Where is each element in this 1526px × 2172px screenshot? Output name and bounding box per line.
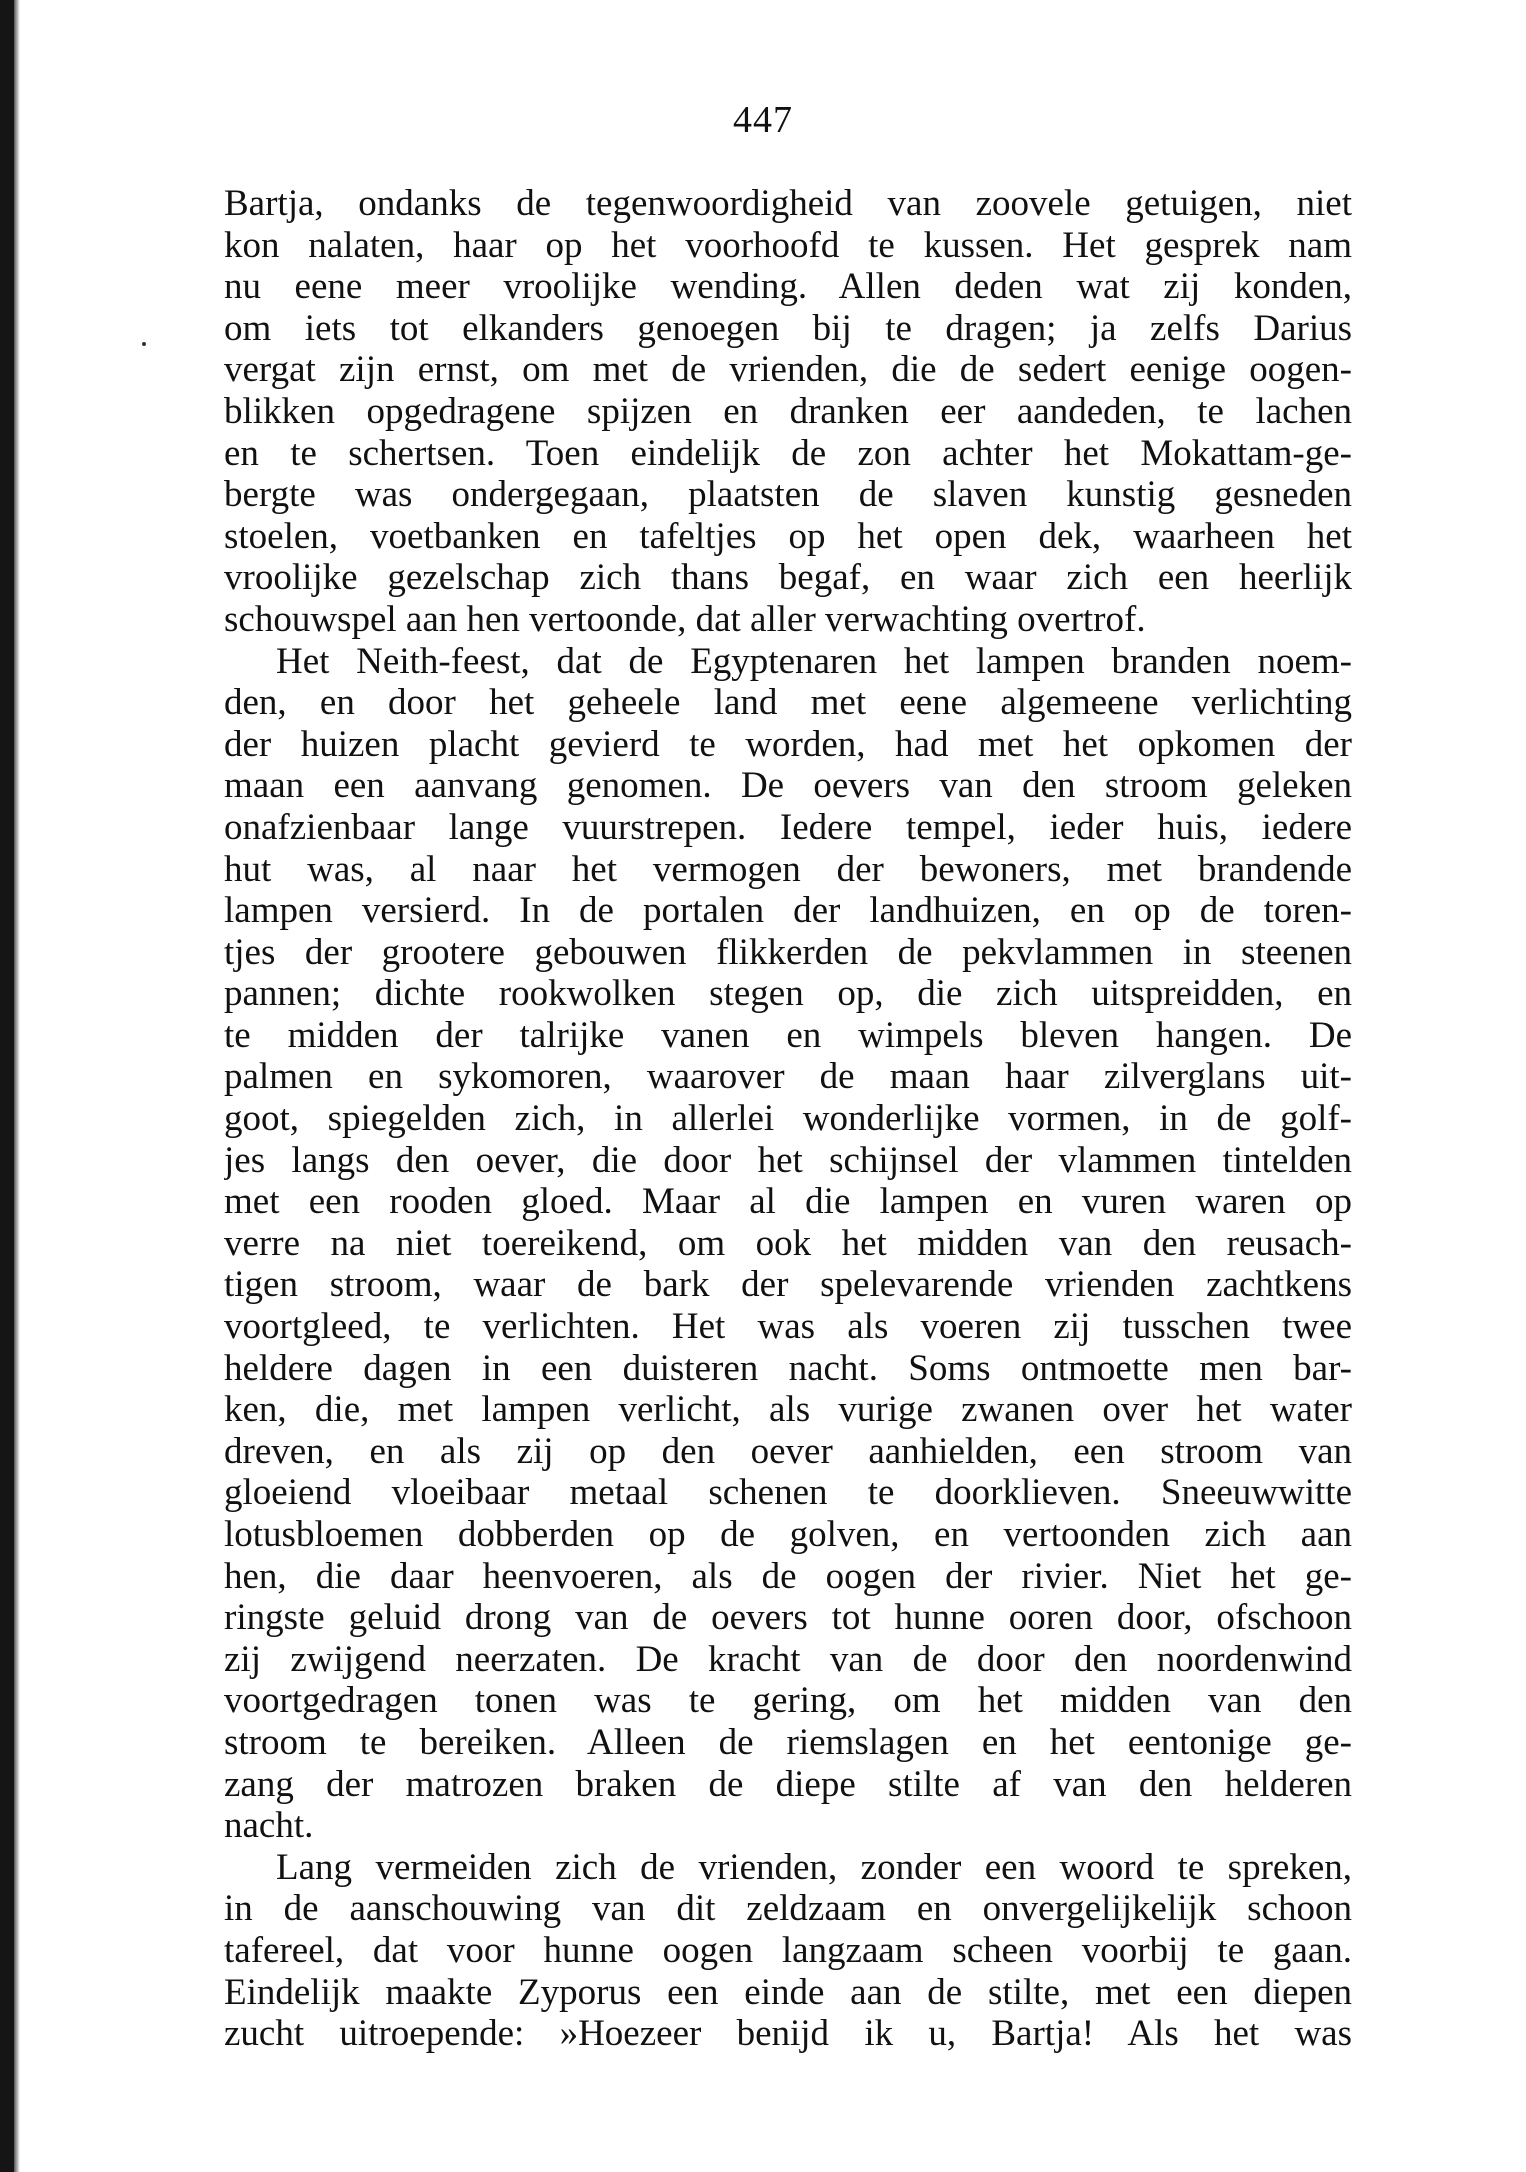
text-line: bergte was ondergegaan, plaatsten de slaven kunstig gesneden [224, 474, 1352, 516]
text-line: lotusbloemen dobberden op de golven, en vertoonden zich aan [224, 1514, 1352, 1555]
text-line: dreven, en als zij op den oever aanhielden, een stroom van [224, 1430, 1352, 1472]
text-line: Het Neith-feest, dat de Egyptenaren het lampen branden noem- [276, 640, 1352, 682]
text-line: ken, die, met lampen verlicht, als vurige zwanen over het water [224, 1389, 1352, 1431]
text-line: vergat zijn ernst, om met de vrienden, die de sedert eenige oogen- [224, 349, 1352, 391]
text-line: der huizen placht gevierd te worden, had met het opkomen der [224, 723, 1352, 765]
paragraph [224, 1847, 1352, 2055]
text-line: en te schertsen. Toen eindelijk de zon achter het Mokattam-ge- [224, 432, 1352, 474]
text-line: den, en door het geheele land met eene algemeene verlichting [224, 682, 1352, 724]
page-number: 447 [733, 99, 793, 141]
text-line: zij zwijgend neerzaten. De kracht van de door den noordenwind [224, 1638, 1352, 1680]
text-line: ringste geluid drong van de oevers tot hunne ooren door, ofschoon [224, 1597, 1352, 1639]
text-line: Eindelijk maakte Zyporus een einde aan de stilte, met een diepen [224, 1971, 1352, 2013]
page-binding-shadow [0, 0, 14, 2172]
text-line: palmen en sykomoren, waarover de maan haar zilverglans uit- [224, 1056, 1352, 1098]
text-line: tigen stroom, waar de bark der spelevarende vrienden zachtkens [224, 1264, 1352, 1306]
text-line: voortgedragen tonen was te gering, om het midden van den [224, 1680, 1352, 1722]
page-binding-gradient [14, 0, 20, 2172]
text-line: vroolijke gezelschap zich thans begaf, en waar zich een heerlijk [224, 557, 1352, 599]
text-line: stroom te bereiken. Alleen de riemslagen en het eentonige ge- [224, 1721, 1352, 1763]
text-line: tafereel, dat voor hunne oogen langzaam scheen voorbij te gaan. [224, 1929, 1352, 1971]
paragraph [224, 641, 1352, 1847]
text-line: blikken opgedragene spijzen en dranken eer aandeden, te lachen [224, 390, 1352, 432]
text-line: hen, die daar heenvoeren, als de oogen der rivier. Niet het ge- [224, 1555, 1352, 1597]
text-line: Bartja, ondanks de tegenwoordigheid van zoovele getuigen, niet [224, 183, 1352, 224]
text-line: jes langs den oever, die door het schijnsel der vlammen tintelden [224, 1139, 1352, 1181]
text-line: zang der matrozen braken de diepe stilte af van den helderen [224, 1763, 1352, 1805]
text-line: om iets tot elkanders genoegen bij te dragen; ja zelfs Darius [224, 307, 1352, 349]
text-line: maan een aanvang genomen. De oevers van den stroom geleken [224, 765, 1352, 807]
text-line: stoelen, voetbanken en tafeltjes op het open dek, waarheen het [224, 515, 1352, 557]
text-line: lampen versierd. In de portalen der landhuizen, en op de toren- [224, 890, 1352, 932]
text-line: goot, spiegelden zich, in allerlei wonderlijke vormen, in de golf- [224, 1098, 1352, 1140]
text-line: schouwspel aan hen vertoonde, dat aller verwachting overtrof. [224, 598, 1146, 640]
text-line: met een rooden gloed. Maar al die lampen en vuren waren op [224, 1181, 1352, 1223]
text-line: voortgleed, te verlichten. Het was als voeren zij tusschen twee [224, 1306, 1352, 1348]
text-line: verre na niet toereikend, om ook het midden van den reusach- [224, 1222, 1352, 1264]
text-line: pannen; dichte rookwolken stegen op, die zich uitspreidden, en [224, 973, 1352, 1015]
text-line: kon nalaten, haar op het voorhoofd te kussen. Het gesprek nam [224, 224, 1352, 266]
text-line: onafzienbaar lange vuurstrepen. Iedere tempel, ieder huis, iedere [224, 806, 1352, 848]
text-line: in de aanschouwing van dit zeldzaam en onvergelijkelijk schoon [224, 1888, 1352, 1930]
stray-mark [142, 342, 146, 346]
paragraph [224, 183, 1352, 641]
text-line: tjes der grootere gebouwen flikkerden de pekvlammen in steenen [224, 931, 1352, 973]
text-line: nacht. [224, 1805, 314, 1847]
body-text [224, 183, 1352, 2055]
text-line: te midden der talrijke vanen en wimpels bleven hangen. De [224, 1014, 1352, 1056]
text-line: heldere dagen in een duisteren nacht. Soms ontmoette men bar- [224, 1347, 1352, 1389]
text-line: gloeiend vloeibaar metaal schenen te doorklieven. Sneeuwwitte [224, 1472, 1352, 1514]
text-line: nu eene meer vroolijke wending. Allen deden wat zij konden, [224, 266, 1352, 308]
text-line: hut was, al naar het vermogen der bewoners, met brandende [224, 848, 1352, 890]
text-line: zucht uitroepende: »Hoezeer benijd ik u, Bartja! Als het was [224, 2013, 1352, 2055]
text-line: Lang vermeiden zich de vrienden, zonder een woord te spreken, [276, 1846, 1352, 1888]
